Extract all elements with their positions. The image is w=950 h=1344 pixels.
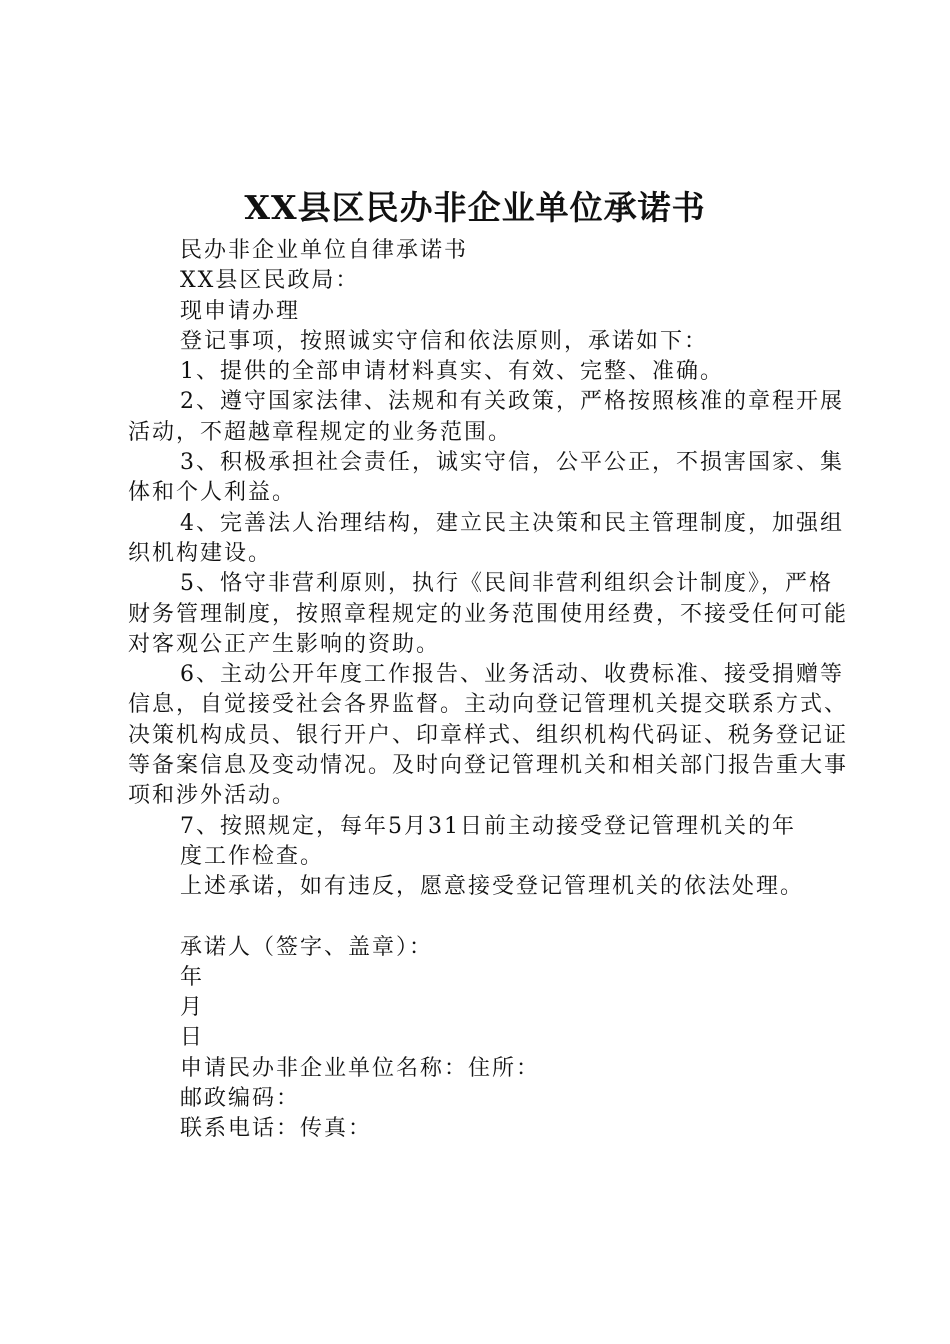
date-day-label: 日 <box>180 1025 205 1051</box>
postal-code-label: 邮政编码： <box>180 1086 301 1112</box>
intro-line-2: 登记事项，按照诚实守信和依法原则，承诺如下： <box>180 328 709 354</box>
commitment-item-2: 2、遵守国家法律、法规和有关政策，严格按照核准的章程开展活动，不超越章程规定的业务范围。 <box>128 389 844 445</box>
intro-line-1: 现申请办理 <box>180 298 301 324</box>
commitment-item-3: 3、积极承担社会责任，诚实守信，公平公正，不损害国家、集体和个人利益。 <box>128 450 844 506</box>
document-body <box>128 236 850 1145</box>
org-name-label: 申请民办非企业单位名称：住所： <box>180 1055 541 1081</box>
addressee: XX县区民政局： <box>180 268 360 294</box>
signature-label: 承诺人（签字、盖章）： <box>180 934 434 960</box>
commitment-item-1: 1、提供的全部申请材料真实、有效、完整、准确。 <box>180 359 724 385</box>
date-month-label: 月 <box>180 995 205 1021</box>
commitment-item-4: 4、完善法人治理结构，建立民主决策和民主管理制度，加强组织机构建设。 <box>128 510 844 566</box>
commitment-item-6: 6、主动公开年度工作报告、业务活动、收费标准、接受捐赠等信息，自觉接受社会各界监督。主动向登记管理机关提交联系方式、决策机构成员、银行开户、印章样式、组织机构代码证、税务登记证等备案信息及变动情况。及时向登记管理机关和相关部门报告重大事项和涉外活动。 <box>128 662 849 809</box>
commitment-item-7: 7、按照规定，每年5月31日前主动接受登记管理机关的年 <box>180 813 796 839</box>
phone-fax-label: 联系电话：传真： <box>180 1116 373 1142</box>
closing-statement: 上述承诺，如有违反，愿意接受登记管理机关的依法处理。 <box>180 874 805 900</box>
spacer <box>128 903 850 933</box>
commitment-item-5: 5、恪守非营利原则，执行《民间非营利组织会计制度》，严格财务管理制度，按照章程规定的业务范围使用经费，不接受任何可能对客观公正产生影响的资助。 <box>128 571 849 657</box>
commitment-item-7-continued: 度工作检查。 <box>180 843 325 869</box>
subtitle: 民办非企业单位自律承诺书 <box>180 238 469 263</box>
date-year-label: 年 <box>180 964 205 990</box>
document-title: XX县区民办非企业单位承诺书 <box>244 188 706 227</box>
